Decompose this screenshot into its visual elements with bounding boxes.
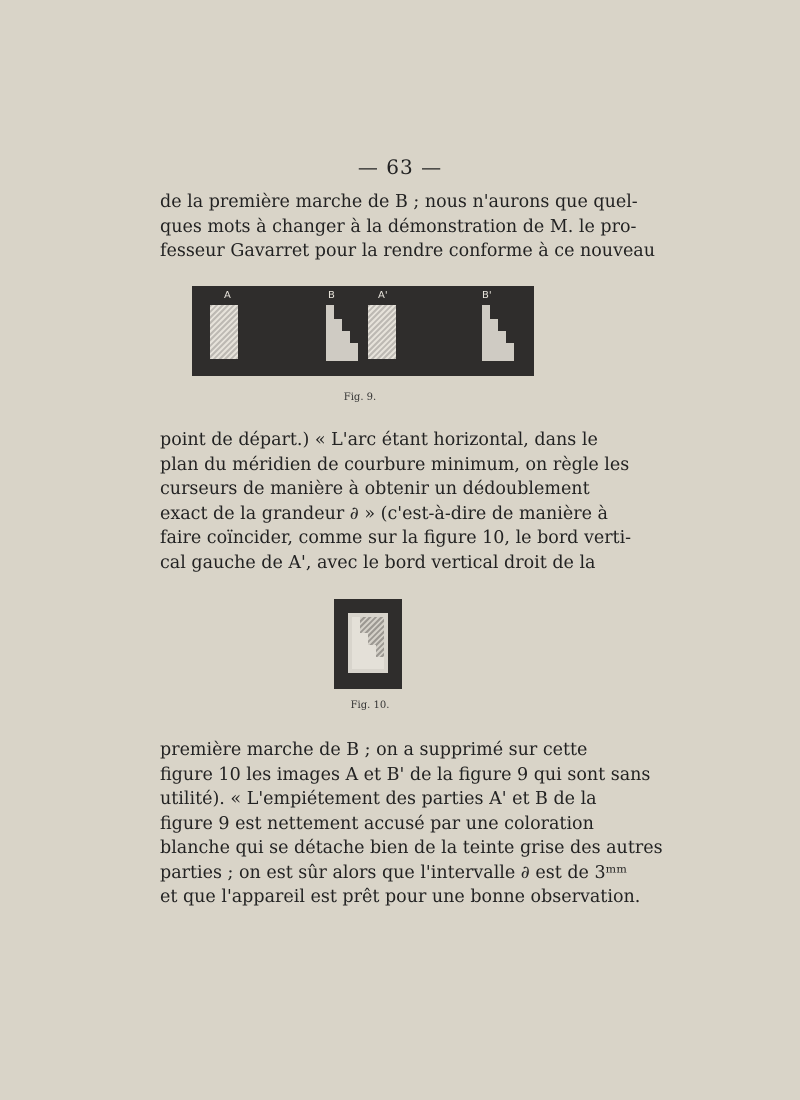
text-line: fesseur Gavarret pour la rendre conforme à ce nouveau [160, 241, 656, 261]
image-b-prime-stair [482, 305, 522, 361]
figure-10-frame [348, 613, 388, 673]
figure-label-b: B [328, 290, 335, 301]
paragraph-2 [160, 428, 632, 575]
text-line: figure 9 est nettement accusé par une coloration [160, 813, 594, 834]
figure-10 [334, 599, 402, 689]
text-line: exact de la grandeur ∂ » (c'est-à-dire de manière à [160, 503, 608, 524]
figure-label-a-prime: A' [378, 290, 388, 301]
text-line: blanche qui se détache bien de la teinte grise des autres [160, 838, 663, 858]
text-line: et que l'appareil est prêt pour une bonne observation. [160, 887, 641, 907]
figure-label-b-prime: B' [482, 290, 492, 301]
figure-10-stair [352, 617, 384, 669]
image-a-prime-strip [368, 305, 396, 359]
text-line: curseurs de manière à obtenir un dédoublement [160, 479, 590, 499]
image-a-strip [210, 305, 238, 359]
text-line: utilité). « L'empiétement des parties A' et B de la [160, 789, 597, 809]
paragraph-3 [160, 738, 663, 910]
page-number: — 63 — [357, 155, 443, 179]
text-line: plan du méridien de courbure minimum, on règle les [160, 454, 630, 475]
text-line: cal gauche de A', avec le bord vertical droit de la [160, 552, 596, 573]
text-line: première marche de B ; on a supprimé sur cette [160, 740, 588, 760]
text-line: point de départ.) « L'arc étant horizontal, dans le [160, 430, 598, 450]
figure-label-a: A [224, 290, 231, 301]
text-line: ques mots à changer à la démonstration de M. le pro- [160, 216, 637, 237]
text-line: parties ; on est sûr alors que l'intervalle ∂ est de 3ᵐᵐ [160, 862, 628, 883]
figure-9 [192, 286, 534, 376]
figure-10-caption: Fig. 10. [350, 700, 390, 711]
paragraph-1 [160, 190, 656, 264]
figure-9-caption: Fig. 9. [343, 392, 377, 403]
text-line: faire coïncider, comme sur la figure 10, le bord verti- [160, 528, 632, 548]
text-line: de la première marche de B ; nous n'aurons que quel- [160, 192, 638, 212]
image-b-stair [326, 305, 366, 361]
text-line: figure 10 les images A et B' de la figure 9 qui sont sans [160, 764, 651, 785]
